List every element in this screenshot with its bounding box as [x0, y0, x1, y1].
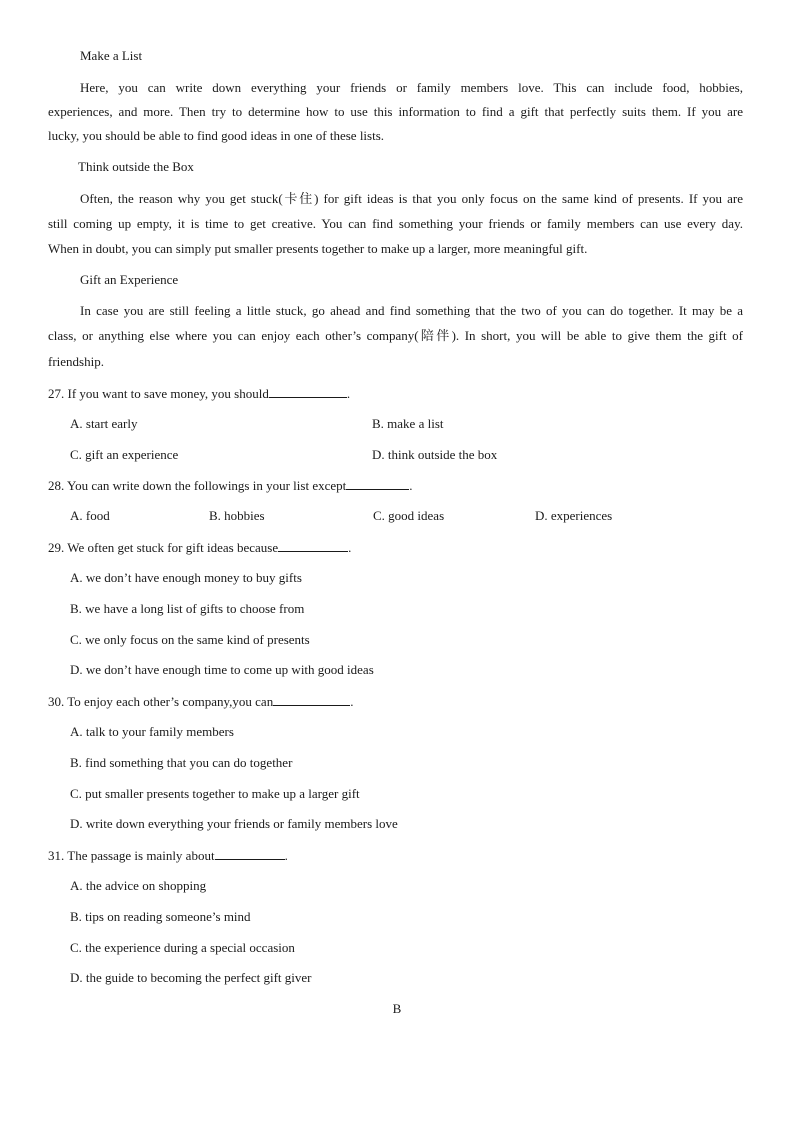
- option-a[interactable]: A. talk to your family members: [70, 724, 234, 739]
- answer-blank[interactable]: [346, 477, 409, 490]
- option-a[interactable]: A. we don’t have enough money to buy gifts: [70, 570, 302, 585]
- option-b[interactable]: B. hobbies: [209, 508, 265, 523]
- answer-blank[interactable]: [215, 847, 285, 860]
- option-a[interactable]: A. the advice on shopping: [70, 878, 207, 893]
- option-d[interactable]: D. the guide to becoming the perfect gift giver: [70, 970, 312, 985]
- option-c[interactable]: C. we only focus on the same kind of presents: [70, 632, 310, 647]
- option-b[interactable]: B. tips on reading someone’s mind: [70, 909, 251, 924]
- question-28: 28. You can write down the followings in your list except .: [48, 478, 413, 493]
- section-heading: Think outside the Box: [78, 159, 194, 174]
- answer-blank[interactable]: [273, 693, 350, 706]
- option-b[interactable]: B. find something that you can do together: [70, 755, 293, 770]
- option-c[interactable]: C. put smaller presents together to make up a larger gift: [70, 786, 360, 801]
- section-heading: Make a List: [80, 48, 143, 63]
- option-a[interactable]: A. food: [70, 508, 110, 523]
- option-c[interactable]: C. the experience during a special occasion: [70, 940, 295, 955]
- paragraph-line: Here, you can write down everything your friends or family members love. This can include food, hobbies,: [80, 80, 743, 95]
- question-stem: 28. You can write down the followings in your list except: [48, 478, 347, 493]
- paragraph-line: class, or anything else where you can enjoy each other’s company(陪伴). In short, you will be able to give them the gift of: [48, 328, 743, 343]
- option-d[interactable]: D. write down everything your friends or family members love: [70, 816, 398, 831]
- option-c[interactable]: C. gift an experience: [70, 447, 179, 462]
- question-31: 31. The passage is mainly about .: [48, 848, 288, 863]
- option-d[interactable]: D. we don’t have enough time to come up with good ideas: [70, 662, 374, 677]
- paragraph-line: In case you are still feeling a little stuck, go ahead and find something that the two of you can do together. It may be a: [80, 303, 743, 318]
- option-c[interactable]: C. good ideas: [373, 508, 445, 523]
- option-b[interactable]: B. we have a long list of gifts to choose from: [70, 601, 305, 616]
- question-stem: 30. To enjoy each other’s company,you can: [48, 694, 274, 709]
- answer-blank[interactable]: [269, 385, 347, 398]
- paragraph-line: experiences, and more. Then try to determine how to use this information to find a gift that perfectly suits them. If you are: [48, 104, 743, 119]
- question-stem: 31. The passage is mainly about: [48, 848, 215, 863]
- question-30: 30. To enjoy each other’s company,you can .: [48, 694, 354, 709]
- option-a[interactable]: A. start early: [70, 416, 138, 431]
- section-heading: Gift an Experience: [80, 272, 179, 287]
- option-b[interactable]: B. make a list: [372, 416, 444, 431]
- option-d[interactable]: D. experiences: [535, 508, 613, 523]
- answer-blank[interactable]: [278, 539, 348, 552]
- paragraph-line: lucky, you should be able to find good ideas in one of these lists.: [48, 128, 385, 143]
- question-27: 27. If you want to save money, you should .: [48, 386, 351, 401]
- paragraph-line: When in doubt, you can simply put smaller presents together to make up a larger, more meaningful gift.: [48, 241, 588, 256]
- question-stem: 29. We often get stuck for gift ideas because: [48, 540, 279, 555]
- paragraph-line: friendship.: [48, 354, 104, 369]
- paragraph-line: Often, the reason why you get stuck(卡住) for gift ideas is that you only focus on the same kind of presents. If you are: [80, 191, 743, 206]
- option-d[interactable]: D. think outside the box: [372, 447, 498, 462]
- paragraph-line: still coming up empty, it is time to get creative. You can find something your friends or family members can use every day.: [48, 216, 743, 231]
- passage-label: B: [392, 1001, 402, 1016]
- question-stem: 27. If you want to save money, you should: [48, 386, 269, 401]
- question-29: 29. We often get stuck for gift ideas because .: [48, 540, 352, 555]
